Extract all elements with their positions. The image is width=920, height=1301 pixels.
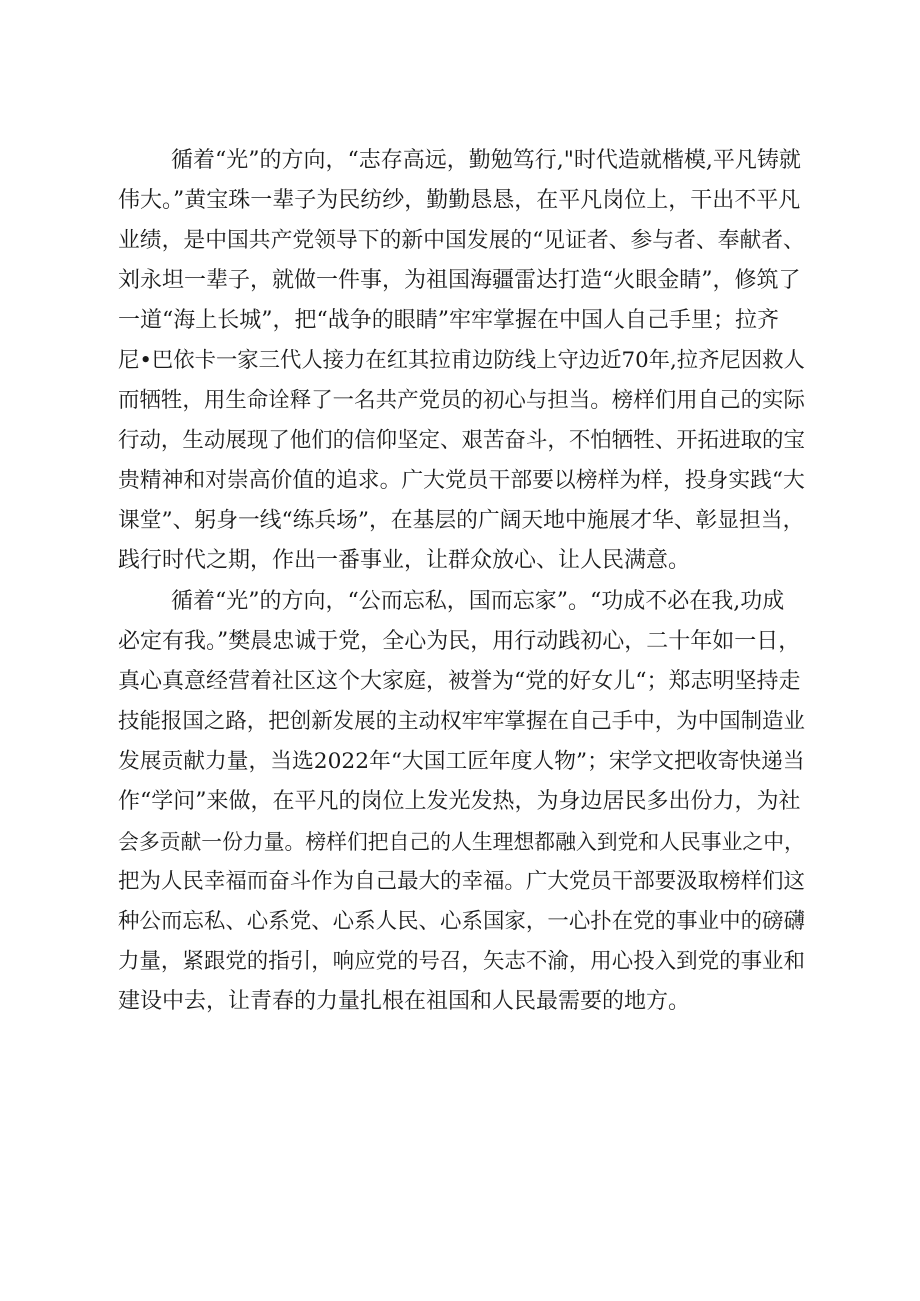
- paragraph-2-line-1: 循着“光”的方向，“公而忘私，国而忘家”。“功成不必在我,功成: [171, 589, 785, 614]
- paragraph-1-line-7: 而牺牲，用生命诠释了一名共产党员的初心与担当。榜样们用自己的实际: [118, 388, 805, 413]
- paragraph-2-line-4: 技能报国之路，把创新发展的主动权牢牢掌握在自己手中，为中国制造业: [118, 709, 805, 734]
- paragraph-1-line-2: 伟大。”黄宝珠一辈子为民纺纱，勤勤恳恳，在平凡岗位上，干出不平凡: [118, 188, 801, 213]
- paragraph-1-line-8: 行动，生动展现了他们的信仰坚定、艰苦奋斗，不怕牺牲、开拓进取的宝: [118, 428, 805, 453]
- paragraph-1-line-10: 课堂”、躬身一线“练兵场”，在基层的广阔天地中施展才华、彰显担当，: [118, 508, 805, 533]
- paragraph-2-line-9: 种公而忘私、心系党、心系人民、心系国家，一心扑在党的事业中的磅礴: [118, 909, 805, 934]
- paragraph-2-line-3: 真心真意经营着社区这个大家庭，被誉为“党的好女儿“；郑志明坚持走: [118, 669, 801, 694]
- paragraph-2-line-11: 建设中去，让青春的力量扎根在祖国和人民最需要的地方。: [118, 989, 691, 1014]
- paragraph-1-line-5: 一道“海上长城”，把“战争的眼睛”牢牢掌握在中国人自己手里；拉齐: [118, 308, 779, 333]
- paragraph-1-line-4: 刘永坦一辈子，就做一件事，为祖国海疆雷达打造“火眼金睛”，修筑了: [118, 268, 801, 293]
- paragraph-2-line-10: 力量，紧跟党的指引，响应党的号召，矢志不渝，用心投入到党的事业和: [118, 949, 805, 974]
- paragraph-1-line-11: 践行时代之期，作出一番事业，让群众放心、让人民满意。: [118, 548, 691, 573]
- paragraph-2-line-8: 把为人民幸福而奋斗作为自己最大的幸福。广大党员干部要汲取榜样们这: [118, 869, 805, 894]
- paragraph-2-line-2: 必定有我。”樊晨忠诚于党，全心为民，用行动践初心，二十年如一日，: [118, 629, 801, 654]
- paragraph-1-line-6: 尼•巴依卡一家三代人接力在红其拉甫边防线上守边近70年,拉齐尼因救人: [118, 348, 805, 373]
- paragraph-1-line-9: 贵精神和对崇高价值的追求。广大党员干部要以榜样为样，投身实践“大: [118, 468, 805, 493]
- paragraph-1-line-3: 业绩，是中国共产党领导下的新中国发展的“见证者、参与者、奉献者、: [118, 228, 805, 253]
- paragraph-2-line-7: 会多贡献一份力量。榜样们把自己的人生理想都融入到党和人民事业之中，: [118, 830, 805, 854]
- paragraph-1-line-1: 循着“光”的方向，“志存高远，勤勉笃行,"时代造就楷模,平凡铸就: [171, 148, 801, 173]
- paragraph-2-line-5: 发展贡献力量，当选2022年“大国工匠年度人物”；宋学文把收寄快递当: [118, 749, 805, 774]
- paragraph-2-line-6: 作“学问”来做，在平凡的岗位上发光发热，为身边居民多出份力，为社: [118, 789, 801, 814]
